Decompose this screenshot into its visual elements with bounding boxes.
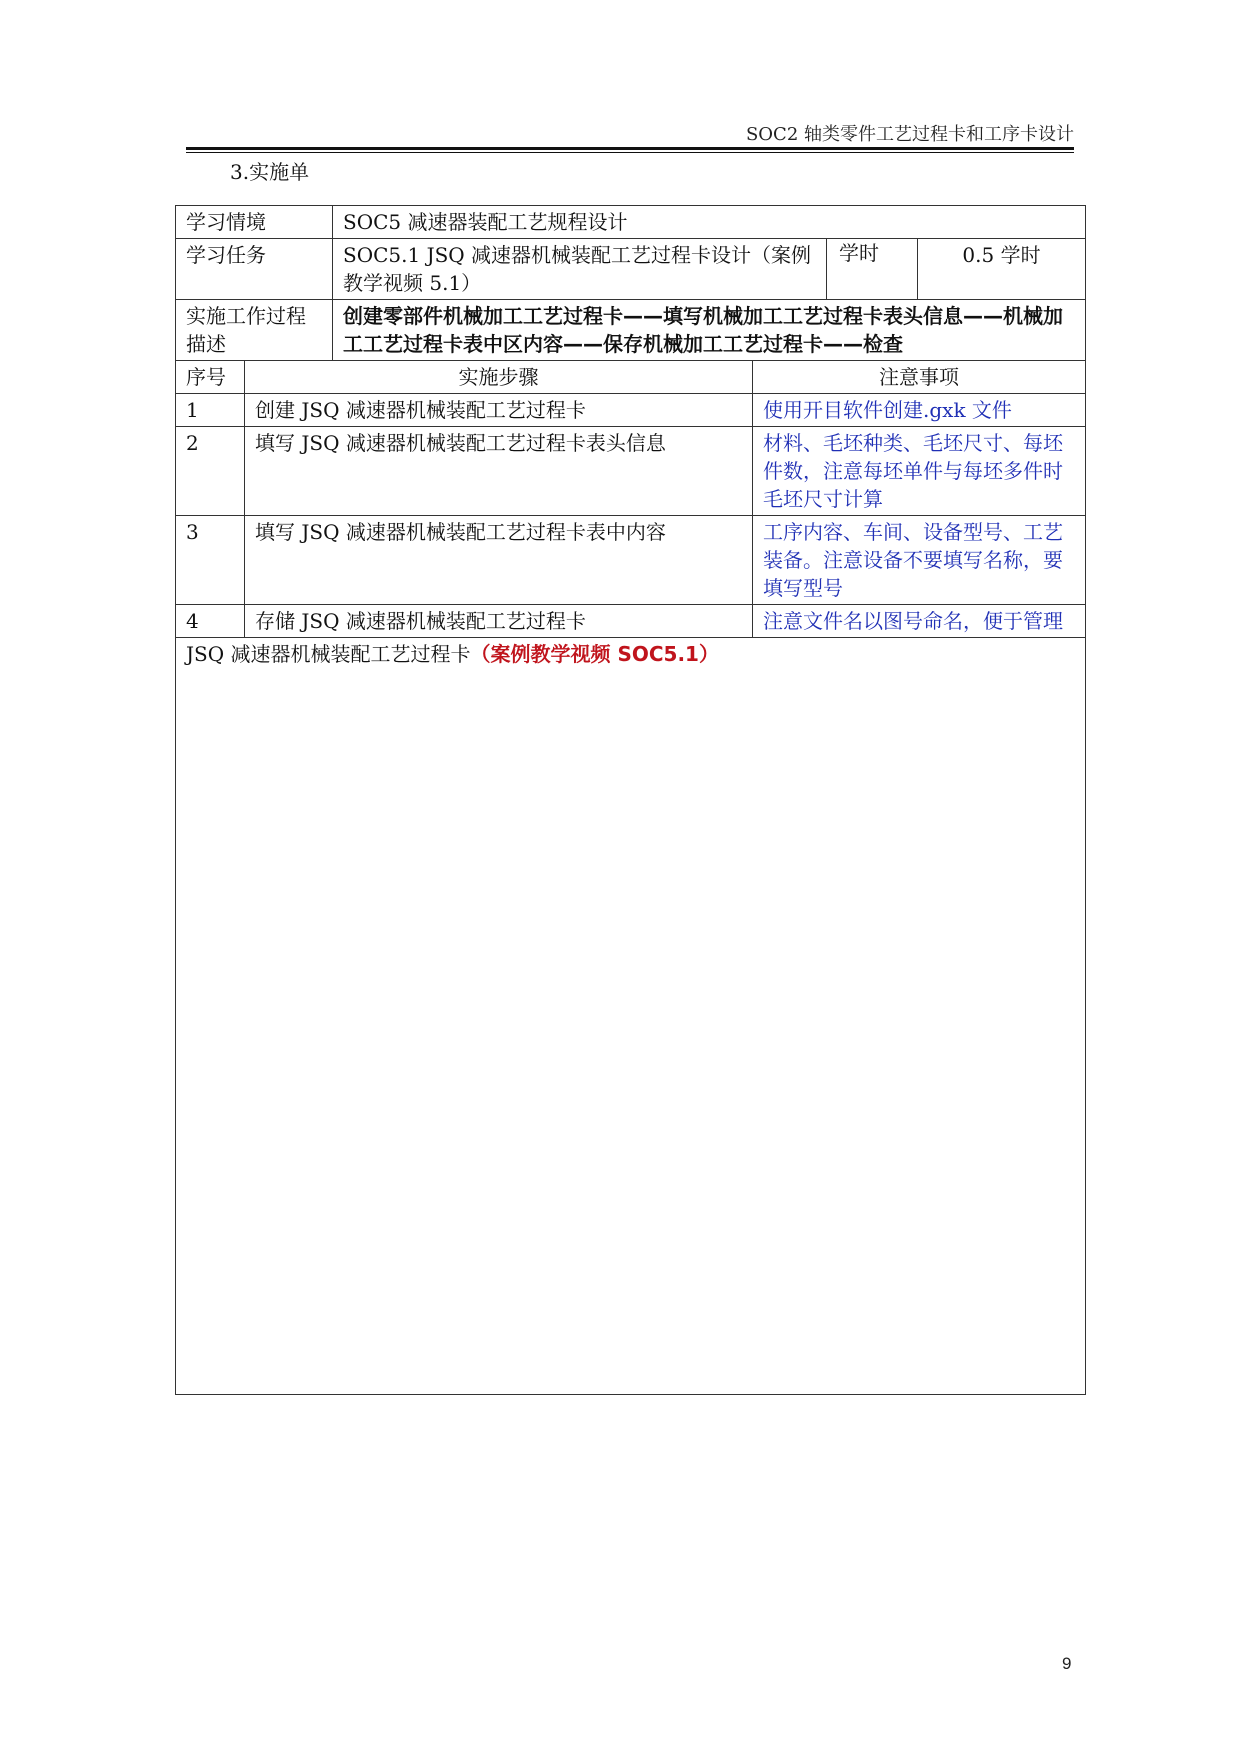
section-heading: 3.实施单 [230,160,310,184]
step-text: 填写 JSQ 减速器机械装配工艺过程卡表中内容 [245,516,753,605]
step-no: 2 [176,427,245,516]
step-no: 3 [176,516,245,605]
table-row [176,605,1086,638]
header-rule [186,147,1074,150]
step-text: 创建 JSQ 减速器机械装配工艺过程卡 [245,394,753,427]
step-text: 填写 JSQ 减速器机械装配工艺过程卡表头信息 [245,427,753,516]
step-note: 材料、毛坯种类、毛坯尺寸、每坯件数，注意每坯单件与每坯多件时毛坯尺寸计算 [753,427,1086,516]
step-note: 注意文件名以图号命名，便于管理 [753,605,1086,638]
task-label: 学习任务 [176,239,333,300]
implementation-table [175,205,1086,1395]
step-note: 使用开目软件创建.gxk 文件 [753,394,1086,427]
content-area-row [176,638,1086,1395]
content-area [176,638,1086,1395]
header-rule-thin [186,152,1074,153]
process-label: 实施工作过程描述 [176,300,333,361]
step-no: 1 [176,394,245,427]
process-value: 创建零部件机械加工工艺过程卡——填写机械加工工艺过程卡表头信息——机械加工工艺过程卡表中区内容——保存机械加工工艺过程卡——检查 [333,300,1086,361]
table-row [176,516,1086,605]
column-header-no: 序号 [176,361,245,394]
table-row [176,394,1086,427]
task-value-text: SOC5.1 JSQ 减速器机械装配工艺过程卡设计（案例教学视频 5.1） [343,243,812,295]
situation-value: SOC5 减速器装配工艺规程设计 [333,206,1086,239]
column-header-row [176,361,1086,394]
running-header: SOC2 轴类零件工艺过程卡和工序卡设计 [745,124,1074,145]
column-header-step: 实施步骤 [245,361,753,394]
task-value [333,239,918,300]
situation-label: 学习情境 [176,206,333,239]
step-note: 工序内容、车间、设备型号、工艺装备。注意设备不要填写名称，要填写型号 [753,516,1086,605]
page-number: 9 [1062,1654,1072,1673]
table-row [176,427,1086,516]
hours-value: 0.5 学时 [918,239,1086,300]
case-video-highlight: （案例教学视频 SOC5.1） [470,642,719,666]
hours-label: 学时 [826,239,901,299]
task-row [176,239,1086,300]
process-row [176,300,1086,361]
step-no: 4 [176,605,245,638]
column-header-note: 注意事项 [753,361,1086,394]
content-area-title: JSQ 减速器机械装配工艺过程卡 [186,642,471,666]
step-text: 存储 JSQ 减速器机械装配工艺过程卡 [245,605,753,638]
situation-row [176,206,1086,239]
